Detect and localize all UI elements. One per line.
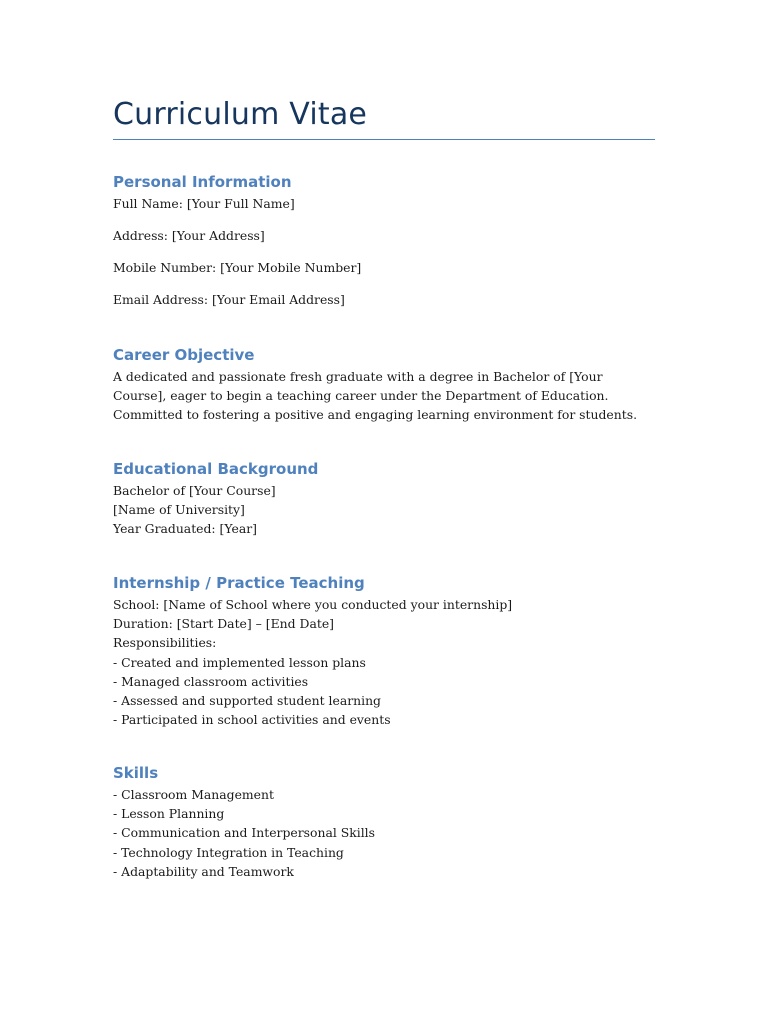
career-objective-text: A dedicated and passionate fresh graduate with a degree in Bachelor of [Your Course], eager to begin a teaching career under the Department of Education. Committed to fostering a positive and engaging learning environment for students. (113, 369, 638, 423)
section-career-objective (113, 345, 655, 425)
section-personal-information (113, 172, 655, 309)
list-item: - Managed classroom activities (113, 673, 309, 689)
school-line: School: [Name of School where you conducted your internship] (113, 597, 513, 612)
responsibilities-label: Responsibilities: (113, 635, 217, 651)
section-heading-career-objective: Career Objective (113, 346, 255, 364)
career-objective-body (113, 367, 655, 425)
internship-lines (113, 595, 655, 729)
section-heading-educational-background: Educational Background (113, 460, 319, 478)
full-name-line: Full Name: [Your Full Name] (113, 196, 295, 211)
list-item: - Participated in school activities and events (113, 712, 391, 728)
email-address-line: Email Address: [Your Email Address] (113, 292, 345, 307)
list-item: - Classroom Management (113, 787, 274, 802)
duration-line: Duration: [Start Date] – [End Date] (113, 616, 334, 632)
university-line: [Name of University] (113, 502, 245, 518)
address-line: Address: [Your Address] (113, 228, 265, 243)
section-skills (113, 763, 655, 881)
year-graduated-line: Year Graduated: [Year] (113, 521, 257, 537)
list-item: - Lesson Planning (113, 806, 225, 822)
list-item: - Assessed and supported student learning (113, 693, 381, 709)
degree-line: Bachelor of [Your Course] (113, 483, 276, 498)
section-heading-internship: Internship / Practice Teaching (113, 574, 365, 592)
page-title: Curriculum Vitae (113, 97, 368, 132)
list-item: - Technology Integration in Teaching (113, 844, 344, 860)
section-educational-background (113, 459, 655, 539)
list-item: - Created and implemented lesson plans (113, 654, 366, 670)
personal-information-lines (113, 194, 655, 309)
list-item: - Adaptability and Teamwork (113, 863, 294, 879)
educational-background-lines (113, 481, 655, 539)
section-heading-personal-information: Personal Information (113, 173, 292, 191)
list-item: - Communication and Interpersonal Skills (113, 825, 376, 841)
skills-lines (113, 785, 655, 881)
title-underline (113, 139, 655, 140)
section-internship (113, 573, 655, 729)
section-heading-skills: Skills (113, 764, 159, 782)
mobile-number-line: Mobile Number: [Your Mobile Number] (113, 260, 362, 275)
